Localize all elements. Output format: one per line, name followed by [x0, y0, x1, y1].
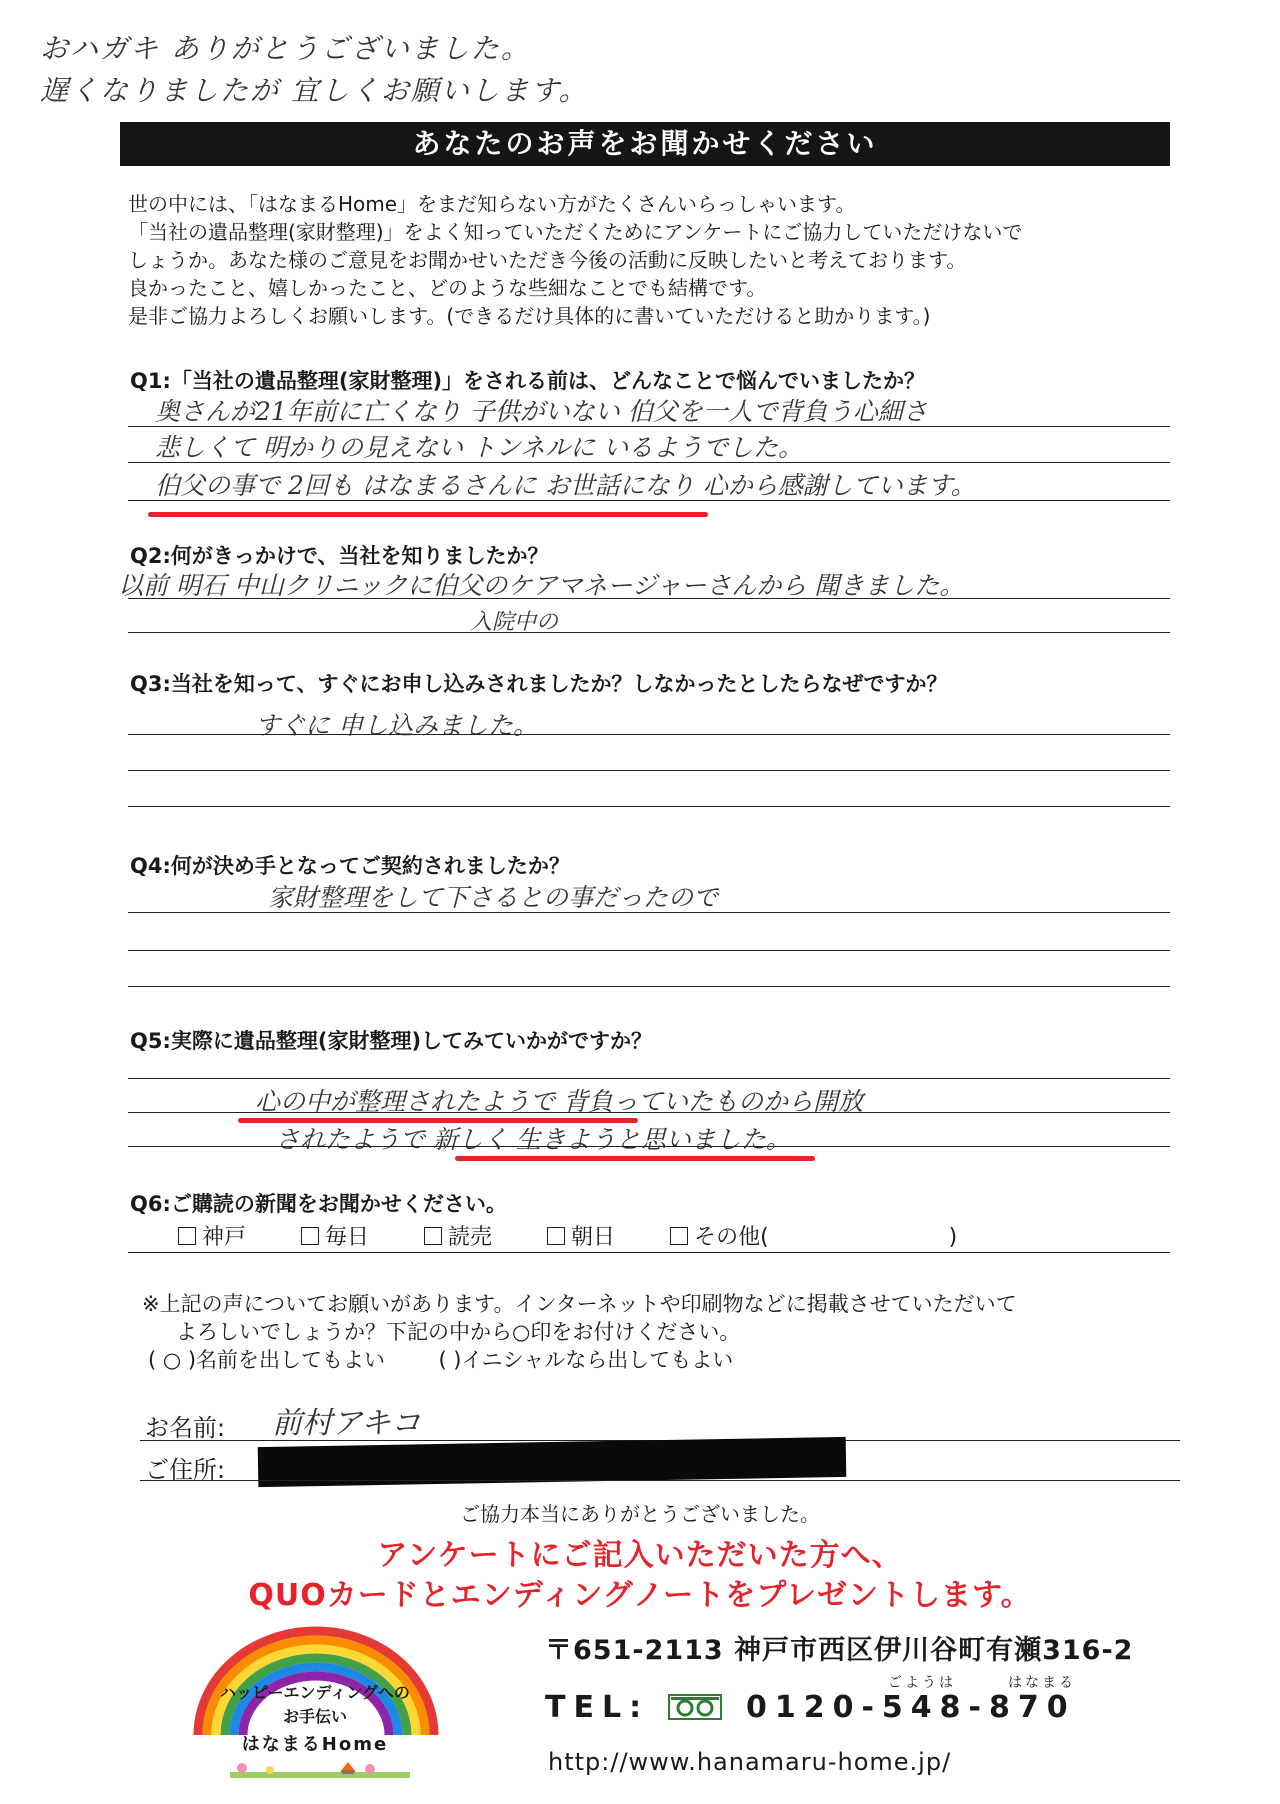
question-5-answer-line: されたようで 新しく 生きようと思いました。	[275, 1125, 791, 1154]
answer-rule	[128, 598, 1170, 599]
newspaper-option-other[interactable]: その他( )	[670, 1220, 957, 1251]
checkbox[interactable]	[670, 1227, 688, 1245]
logo-text-line: ハッピーエンディングへの	[220, 1683, 410, 1702]
telephone	[545, 1690, 1076, 1725]
publication-permission	[142, 1290, 1017, 1374]
company-address: 〒651-2113 神戸市西区伊川谷町有瀬316-2	[545, 1635, 1134, 1666]
question-1-answer-line: 悲しくて 明かりの見えない トンネルに いるようでした。	[155, 433, 804, 462]
thanks-text: ご協力本当にありがとうございました。	[460, 1502, 820, 1526]
intro-line: 「当社の遺品整理(家財整理)」をよく知っていただくためにアンケートにご協力していただけないで	[128, 220, 1023, 244]
answer-rule	[128, 986, 1170, 987]
logo-text-line: はなまるHome	[241, 1734, 389, 1755]
permission-choice-initials[interactable]: ( )イニシャルなら出してもよい	[438, 1348, 734, 1372]
question-2-insert-note: 入院中の	[470, 610, 559, 635]
name-label: お名前:	[145, 1414, 226, 1442]
red-underline	[455, 1156, 815, 1161]
question-5-answer-line: 心の中が整理されたようで 背負っていたものから開放	[255, 1087, 863, 1116]
handwritten-note-line: 遅くなりましたが 宜しくお願いします。	[40, 74, 589, 107]
answer-rule	[128, 462, 1170, 463]
answer-rule	[128, 632, 1170, 633]
answer-rule	[128, 1078, 1170, 1079]
intro-line: 良かったこと、嬉しかったこと、どのような些細なことでも結構です。	[128, 276, 767, 300]
checkbox[interactable]	[301, 1227, 319, 1245]
question-4-label: Q4:何が決め手となってご契約されましたか？	[130, 854, 570, 878]
answer-rule	[128, 1146, 1170, 1147]
question-3-label: Q3:当社を知って、すぐにお申し込みされましたか？しなかったとしたらなぜですか？	[130, 672, 948, 696]
promo-line-2: QUOカードとエンディングノートをプレゼントします。	[248, 1578, 1032, 1613]
question-6-label: Q6:ご購読の新聞をお聞かせください。	[130, 1192, 507, 1216]
answer-rule	[128, 426, 1170, 427]
question-2-label: Q2:何がきっかけで、当社を知りましたか？	[130, 544, 549, 568]
question-1-answer-line: 奥さんが21年前に亡くなり 子供がいない 伯父を一人で背負う心細さ	[155, 397, 928, 426]
newspaper-option[interactable]: 毎日	[301, 1220, 369, 1251]
handwritten-note-line: おハガキ ありがとうございました。	[40, 32, 531, 65]
logo-text-line: お手伝い	[282, 1707, 347, 1726]
question-1-label: Q1:「当社の遺品整理(家財整理)」をされる前は、どんなことで悩んでいましたか？	[130, 369, 926, 393]
red-underline	[148, 512, 708, 517]
newspaper-option[interactable]: 朝日	[547, 1220, 615, 1251]
checkbox[interactable]	[178, 1227, 196, 1245]
answer-rule	[128, 734, 1170, 735]
question-3-answer-line: すぐに 申し込みました。	[255, 711, 538, 740]
survey-title-banner: あなたのお声をお聞かせください	[120, 122, 1170, 166]
permission-choice-name[interactable]: ( ○ )名前を出してもよい	[148, 1348, 386, 1372]
intro-text	[128, 190, 1178, 330]
permission-line: よろしいでしょうか？下記の中から○印をお付けください。	[176, 1320, 741, 1344]
answer-rule	[128, 950, 1170, 951]
name-value: 前村アキコ	[272, 1406, 421, 1441]
intro-line: 世の中には、「はなまるHome」をまだ知らない方がたくさんいらっしゃいます。	[128, 192, 856, 216]
answer-rule	[128, 500, 1170, 501]
answer-rule	[128, 912, 1170, 913]
promo-line-1: アンケートにご記入いただいた方へ、	[377, 1538, 903, 1573]
intro-line: しょうか。あなた様のご意見をお聞かせいただき今後の活動に反映したいと考えております。	[128, 248, 967, 272]
newspaper-option[interactable]: 神戸	[178, 1220, 246, 1251]
tel-number[interactable]: 0120-548-870	[745, 1690, 1076, 1725]
website-link[interactable]: http://www.hanamaru-home.jp/	[548, 1748, 952, 1776]
checkbox[interactable]	[547, 1227, 565, 1245]
question-4-answer-line: 家財整理をして下さるとの事だったので	[268, 883, 719, 912]
question-1-answer-line: 伯父の事で 2回も はなまるさんに お世話になり 心から感謝しています。	[155, 471, 976, 500]
free-dial-icon	[668, 1694, 722, 1720]
question-2-answer-line: 以前 明石 中山クリニックに伯父のケアマネージャーさんから 聞きました。	[118, 571, 965, 600]
flower-garden-icon	[230, 1754, 410, 1780]
answer-rule	[128, 1112, 1170, 1113]
tel-reading: ごようは	[888, 1675, 956, 1691]
question-5-label: Q5:実際に遺品整理(家財整理)してみていかがですか？	[130, 1029, 653, 1053]
intro-line: 是非ご協力よろしくお願いします。(できるだけ具体的に書いていただけると助かります。)	[128, 304, 931, 328]
newspaper-option[interactable]: 読売	[424, 1220, 492, 1251]
answer-rule	[128, 770, 1170, 771]
answer-rule	[140, 1480, 1180, 1481]
tel-reading: はなまる	[1008, 1675, 1076, 1691]
handwritten-note	[40, 28, 589, 112]
answer-rule	[128, 806, 1170, 807]
answer-rule	[128, 1252, 1170, 1253]
address-label: ご住所:	[145, 1456, 226, 1484]
permission-line: ※上記の声についてお願いがあります。インターネットや印刷物などに掲載させていただいて	[142, 1292, 1017, 1316]
tel-label: TEL:	[545, 1690, 650, 1725]
checkbox[interactable]	[424, 1227, 442, 1245]
newspaper-options	[178, 1220, 957, 1251]
